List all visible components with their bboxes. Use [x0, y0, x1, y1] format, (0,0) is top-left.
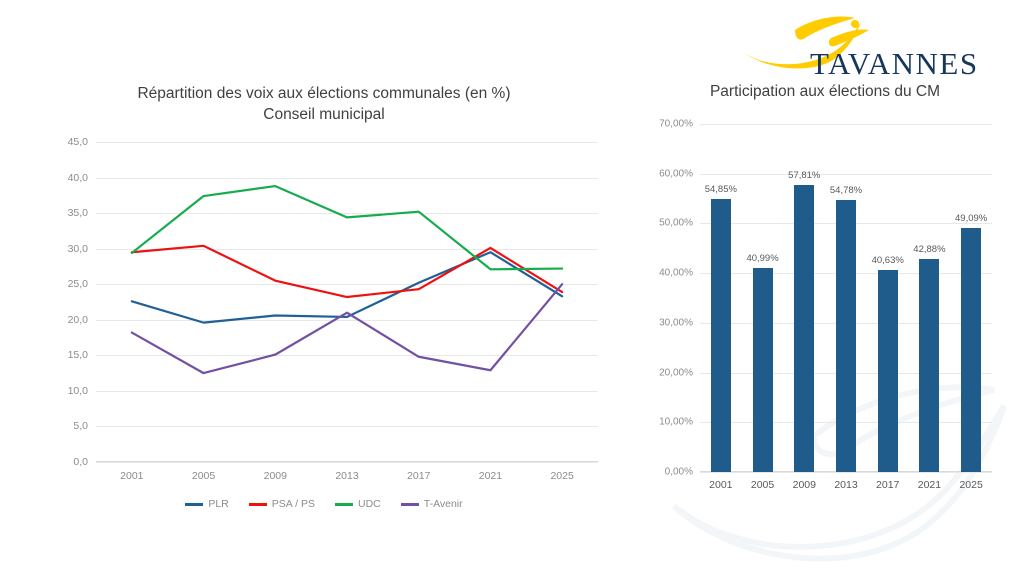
gridline-y [700, 174, 992, 175]
chart-title-right: Participation aux élections du CM [709, 83, 941, 100]
y-axis-tick-label: 30,00% [659, 317, 693, 329]
y-axis-tick-label: 30,0 [67, 242, 88, 255]
x-axis-tick-label: 2001 [709, 479, 733, 491]
y-axis-tick-label: 35,0 [67, 207, 88, 220]
bar-value-label: 54,78% [829, 184, 863, 196]
plot-area-right [659, 118, 992, 491]
line-series-psa-ps [132, 246, 562, 297]
legend-swatch-icon [185, 503, 203, 506]
gridline-y [700, 472, 992, 473]
y-axis-tick-label: 45,0 [67, 136, 88, 148]
y-axis-tick-label: 20,00% [659, 367, 693, 379]
y-axis-tick-label: 40,00% [659, 267, 693, 279]
bar[interactable] [836, 200, 856, 472]
y-axis-tick-label: 40,0 [67, 171, 88, 184]
legend-item[interactable] [335, 498, 381, 510]
line-chart-repartition-des-voix [24, 78, 624, 518]
bar-value-label: 54,85% [704, 184, 737, 196]
y-axis-tick-label: 20,0 [67, 313, 88, 326]
x-axis-tick-label: 2005 [750, 479, 775, 491]
y-axis-tick-label: 60,00% [659, 168, 693, 180]
bar-value-label: 57,81% [788, 169, 821, 181]
chart-title-left-line2: Conseil municipal [263, 106, 385, 123]
series-lines [96, 142, 598, 462]
bar[interactable] [919, 259, 939, 472]
gridline-y [700, 124, 992, 125]
y-axis-tick-label: 10,0 [67, 384, 88, 397]
legend-item[interactable] [185, 498, 228, 510]
x-axis-tick-label: 2009 [792, 479, 816, 491]
legend-left [24, 498, 624, 510]
bar-value-label: 40,99% [746, 253, 779, 265]
legend-label: PLR [208, 498, 229, 510]
y-axis-tick-label: 15,0 [67, 349, 88, 362]
plot-area-left [67, 136, 598, 482]
y-axis-tick-label: 0,00% [664, 466, 693, 478]
y-axis-tick-label: 50,00% [659, 217, 693, 229]
logo-wordmark: TAVANNES [810, 46, 979, 81]
bar[interactable] [794, 185, 814, 472]
x-axis-tick-label: 2017 [407, 470, 431, 482]
bar-value-label: 49,09% [955, 212, 988, 224]
legend-swatch-icon [401, 503, 419, 506]
chart-title-left [24, 83, 624, 125]
y-axis-tick-label: 70,00% [659, 118, 693, 130]
bar[interactable] [961, 228, 981, 472]
x-axis-tick-label: 2021 [478, 470, 503, 482]
y-axis-tick-label: 0,0 [73, 456, 88, 468]
x-axis-tick-label: 2025 [959, 479, 983, 491]
x-axis-tick-label: 2013 [834, 479, 858, 491]
x-axis-tick-label: 2025 [550, 470, 574, 482]
y-axis-tick-label: 25,0 [67, 278, 88, 291]
legend-item[interactable] [249, 498, 315, 510]
bar-value-label: 42,88% [913, 243, 946, 255]
y-axis-tick-label: 5,0 [73, 420, 88, 433]
y-axis-tick-label: 10,00% [659, 416, 693, 428]
x-axis-tick-label: 2001 [120, 470, 144, 482]
bar[interactable] [711, 199, 731, 472]
legend-swatch-icon [335, 503, 353, 506]
legend-label: UDC [357, 498, 381, 510]
legend-item[interactable] [401, 498, 463, 510]
chart-title-left-line1: Répartition des voix aux élections communales (en %) [137, 85, 511, 102]
bar[interactable] [878, 270, 898, 472]
x-axis-tick-label: 2005 [191, 470, 216, 482]
legend-label: PSA / PS [271, 498, 315, 510]
x-axis-tick-label: 2013 [335, 470, 359, 482]
legend-label: T-Avenir [423, 498, 463, 510]
gridline-y [96, 462, 598, 463]
bar[interactable] [753, 268, 773, 472]
bar-chart-participation [640, 78, 1010, 508]
bar-value-label: 40,63% [871, 255, 904, 266]
x-axis-tick-label: 2009 [263, 470, 287, 482]
x-axis-tick-label: 2017 [876, 479, 900, 491]
legend-swatch-icon [249, 503, 267, 506]
x-axis-tick-label: 2021 [917, 479, 942, 491]
